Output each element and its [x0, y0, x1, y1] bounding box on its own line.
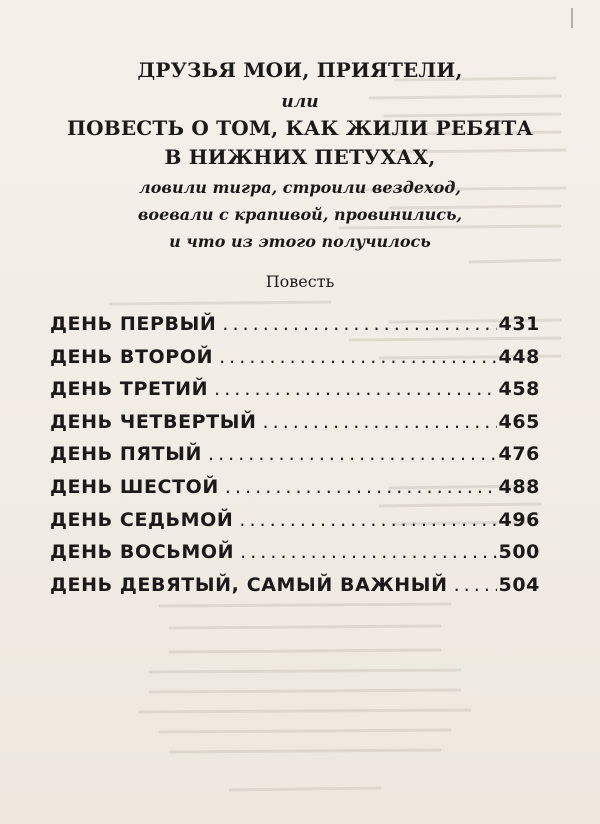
- table-of-contents: [50, 313, 540, 606]
- toc-entry-title: ДЕНЬ ВОСЬМОЙ: [50, 541, 235, 564]
- dot-leader: [454, 574, 497, 596]
- toc-entry-day-6[interactable]: [50, 476, 540, 509]
- toc-entry-page: 458: [498, 378, 540, 401]
- toc-entry-day-3[interactable]: [50, 378, 540, 411]
- toc-entry-page: 476: [498, 443, 540, 466]
- toc-entry-title: ДЕНЬ СЕДЬМОЙ: [50, 508, 234, 531]
- toc-entry-day-7[interactable]: [50, 509, 540, 542]
- toc-entry-day-9[interactable]: [50, 574, 540, 607]
- toc-entry-day-8[interactable]: [50, 541, 540, 574]
- toc-entry-title: ДЕНЬ ЧЕТВЕРТЫЙ: [50, 410, 257, 433]
- title-line-2: ПОВЕСТЬ О ТОМ, КАК ЖИЛИ РЕБЯТА: [67, 116, 533, 140]
- dot-leader: [219, 346, 496, 368]
- toc-entry-title: ДЕНЬ ШЕСТОЙ: [50, 475, 219, 498]
- subtitle-line-3: и что из этого получилось: [169, 232, 431, 251]
- dot-leader: [208, 443, 497, 465]
- toc-entry-day-1[interactable]: [50, 313, 540, 346]
- toc-entry-page: 500: [498, 541, 540, 564]
- title-line-1: ДРУЗЬЯ МОИ, ПРИЯТЕЛИ,: [137, 58, 463, 82]
- toc-entry-day-2[interactable]: [50, 346, 540, 379]
- genre-label: Повесть: [265, 272, 335, 291]
- toc-entry-title: ДЕНЬ ДЕВЯТЫЙ, САМЫЙ ВАЖНЫЙ: [50, 573, 448, 596]
- subtitle-line-2: воевали с крапивой, провинились,: [137, 205, 463, 224]
- toc-entry-page: 488: [498, 475, 540, 498]
- toc-entry-title: ДЕНЬ ПЯТЫЙ: [50, 443, 202, 466]
- dot-leader: [263, 411, 497, 433]
- dot-leader: [225, 476, 497, 498]
- toc-entry-page: 448: [498, 345, 540, 368]
- dot-leader: [214, 378, 496, 400]
- toc-entry-page: 431: [498, 313, 540, 335]
- subtitle-line-1: ловили тигра, строили вездеход,: [139, 178, 461, 197]
- title-or: или: [281, 92, 319, 112]
- dot-leader: [240, 541, 496, 563]
- title-line-3: В НИЖНИХ ПЕТУХАХ,: [164, 145, 436, 169]
- dot-leader: [222, 313, 496, 335]
- toc-entry-page: 465: [498, 410, 540, 433]
- toc-entry-page: 496: [498, 508, 540, 531]
- toc-entry-page: 504: [498, 573, 540, 596]
- toc-entry-day-5[interactable]: [50, 443, 540, 476]
- toc-entry-title: ДЕНЬ ТРЕТИЙ: [50, 378, 209, 401]
- dot-leader: [239, 509, 496, 531]
- toc-entry-title: ДЕНЬ ВТОРОЙ: [50, 345, 214, 368]
- toc-entry-day-4[interactable]: [50, 411, 540, 444]
- toc-entry-title: ДЕНЬ ПЕРВЫЙ: [50, 313, 217, 335]
